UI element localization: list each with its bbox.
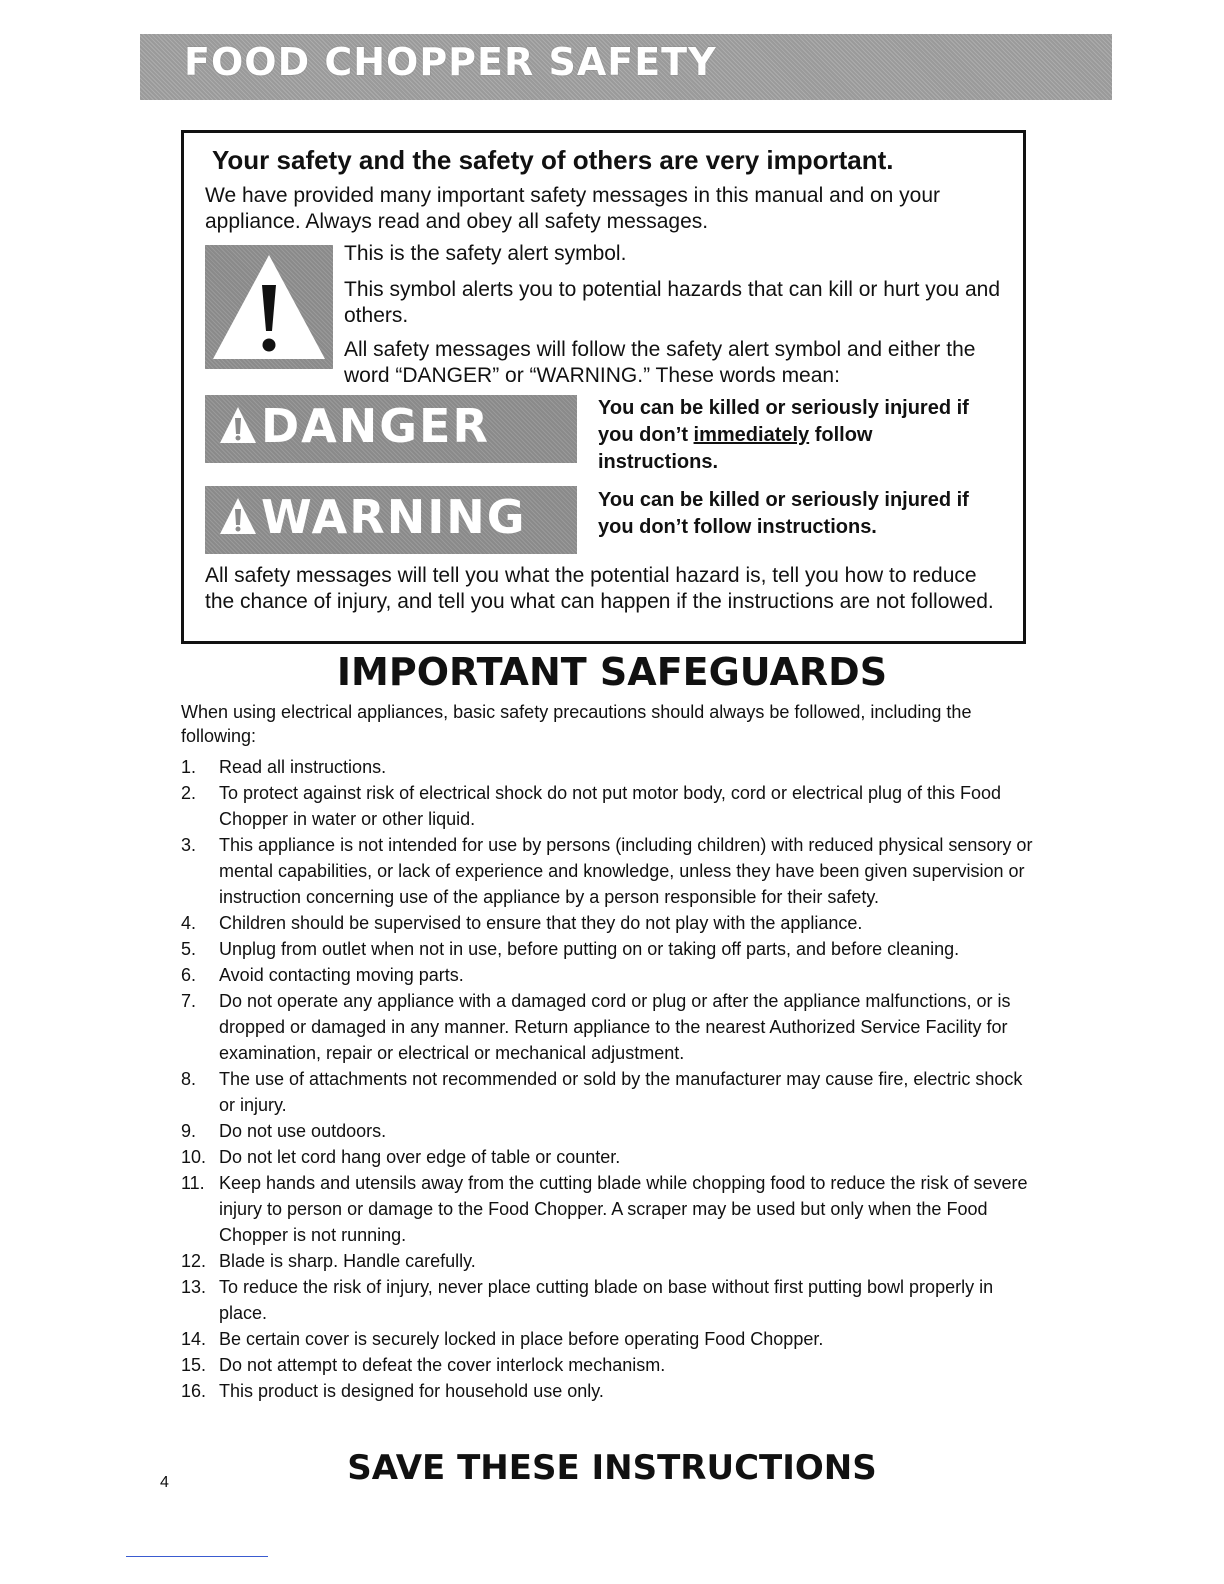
danger-alert-icon [219,405,257,445]
list-item [181,962,1041,988]
danger-sign [205,395,577,463]
list-item [181,1274,1041,1326]
list-item-number: 8. [181,1069,197,1089]
symbol-description-2: This symbol alerts you to potential hazards that can kill or hurt you and others. [344,278,1001,327]
decorative-rule [126,1556,268,1557]
list-item-number: 2. [181,783,197,803]
warning-sign [205,486,577,554]
danger-word: DANGER [261,399,490,453]
list-item [181,1144,1041,1170]
list-item [181,754,1041,780]
list-item-number: 15. [181,1355,207,1375]
list-item [181,1352,1041,1378]
list-item [181,910,1041,936]
list-item-text: Read all instructions. [219,757,387,777]
list-item [181,936,1041,962]
list-item [181,1066,1041,1118]
list-item-number: 3. [181,835,197,855]
list-item-number: 10. [181,1147,207,1167]
list-item-text: To reduce the risk of injury, never place cutting blade on base without first putting bowl properly in place. [219,1277,994,1323]
safeguards-intro: When using electrical appliances, basic safety precautions should always be followed, including the following: [181,702,972,746]
list-item-number: 6. [181,965,197,985]
save-instructions-title: SAVE THESE INSTRUCTIONS [347,1448,877,1488]
list-item-text: The use of attachments not recommended or sold by the manufacturer may cause fire, electric shock or injury. [219,1069,1023,1115]
list-item [181,988,1041,1066]
list-item-number: 9. [181,1121,197,1141]
list-item-number: 7. [181,991,197,1011]
danger-desc-part2: follow instructions. [598,424,873,473]
danger-description [598,395,998,476]
list-item [181,1326,1041,1352]
symbol-description-1: This is the safety alert symbol. [344,242,627,265]
list-item-text: Blade is sharp. Handle carefully. [219,1251,476,1271]
page-number: 4 [160,1474,169,1491]
safety-box-heading: Your safety and the safety of others are very important. [212,145,894,175]
list-item-number: 1. [181,757,197,777]
list-item-number: 11. [181,1173,205,1193]
list-item-text: Avoid contacting moving parts. [219,965,464,985]
list-item [181,1170,1041,1248]
list-item-text: Do not operate any appliance with a damaged cord or plug or after the appliance malfunctions, or is dropped or damaged in any manner. Return appliance to the nearest Authorized Service Facility for examination, repair or electrical or mechanical adjustment. [219,991,1011,1063]
list-item-number: 14. [181,1329,207,1349]
list-item-number: 4. [181,913,197,933]
section-header-bar [140,34,1112,100]
list-item [181,1118,1041,1144]
list-item-text: This product is designed for household use only. [219,1381,604,1401]
safety-box-intro: We have provided many important safety messages in this manual and on your appliance. Always read and obey all safety messages. [205,184,940,233]
list-item-number: 5. [181,939,197,959]
list-item [181,1248,1041,1274]
safety-message-box [181,130,1026,644]
list-item-text: Do not use outdoors. [219,1121,387,1141]
important-safeguards-title: IMPORTANT SAFEGUARDS [336,650,888,694]
list-item-text: This appliance is not intended for use by persons (including children) with reduced physical sensory or mental capabilities, or lack of experience and knowledge, unless they have been given supervision or instruction concerning use of the appliance by a person responsible for their safety. [219,835,1033,907]
danger-desc-emphasis: immediately [693,424,810,446]
warning-alert-icon [219,496,257,536]
danger-desc-part1: You can be killed or seriously injured if you don’t [598,397,969,446]
warning-word: WARNING [261,490,527,544]
list-item [181,832,1041,910]
list-item-number: 16. [181,1381,207,1401]
list-item-number: 13. [181,1277,207,1297]
list-item-text: Do not let cord hang over edge of table or counter. [219,1147,621,1167]
list-item [181,780,1041,832]
list-item-text: To protect against risk of electrical shock do not put motor body, cord or electrical plug of this Food Chopper in water or other liquid. [219,783,1002,829]
warning-triangle-icon [205,245,333,369]
list-item-text: Do not attempt to defeat the cover interlock mechanism. [219,1355,666,1375]
safeguards-list [181,754,1041,1404]
warning-description: You can be killed or seriously injured if you don’t follow instructions. [598,489,969,538]
safety-box-closing: All safety messages will tell you what the potential hazard is, tell you how to reduce the chance of injury, and tell you what can happen if the instructions are not followed. [205,564,994,613]
list-item-text: Unplug from outlet when not in use, before putting on or taking off parts, and before cleaning. [219,939,960,959]
list-item-number: 12. [181,1251,207,1271]
list-item [181,1378,1041,1404]
safety-alert-symbol [205,245,333,369]
list-item-text: Be certain cover is securely locked in place before operating Food Chopper. [219,1329,824,1349]
section-title: FOOD CHOPPER SAFETY [184,40,717,84]
list-item-text: Children should be supervised to ensure that they do not play with the appliance. [219,913,863,933]
list-item-text: Keep hands and utensils away from the cutting blade while chopping food to reduce the risk of severe injury to person or damage to the Food Chopper. A scraper may be used but only when the Food Chopper is not running. [219,1173,1028,1245]
symbol-description-3: All safety messages will follow the safety alert symbol and either the word “DANGER” or “WARNING.” These words mean: [344,338,976,387]
